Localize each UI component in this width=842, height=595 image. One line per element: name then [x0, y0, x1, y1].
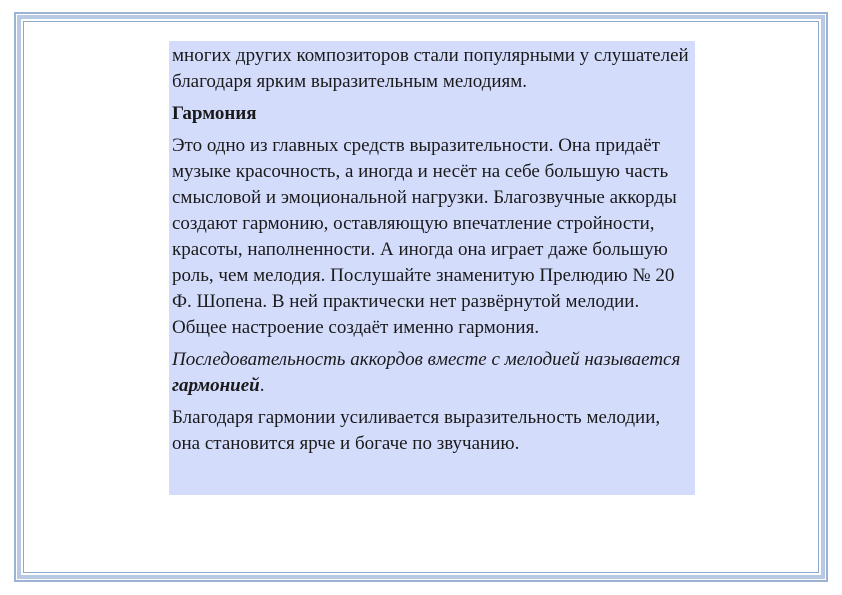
section-heading: Гармония: [172, 103, 257, 124]
definition-term: гармонией: [172, 375, 260, 396]
definition-suffix: .: [259, 375, 265, 396]
text-box: [169, 41, 695, 495]
body-paragraph: Это одно из главных средств выразительности. Она придаёт музыке красочность, а иногда и несёт на себе большую часть смысловой и эмоциональной нагрузки. Благозвучные аккорды создают гармонию, оставляющую впечатление стройности, красоты, наполненности. А иногда она играет даже большую роль, чем мелодия. Послушайте знаменитую Прелюдию № 20 Ф. Шопена. В ней практически нет развёрнутой мелодии. Общее настроение создаёт именно гармония.: [172, 135, 677, 338]
intro-paragraph: многих других композиторов стали популярными у слушателей благодаря ярким выразительным мелодиям.: [172, 45, 689, 92]
definition-paragraph: [172, 347, 691, 399]
closing-paragraph: Благодаря гармонии усиливается выразительность мелодии, она становится ярче и богаче по звучанию.: [172, 407, 661, 454]
definition-prefix: Последовательность аккордов вместе с мелодией называется: [172, 349, 681, 370]
